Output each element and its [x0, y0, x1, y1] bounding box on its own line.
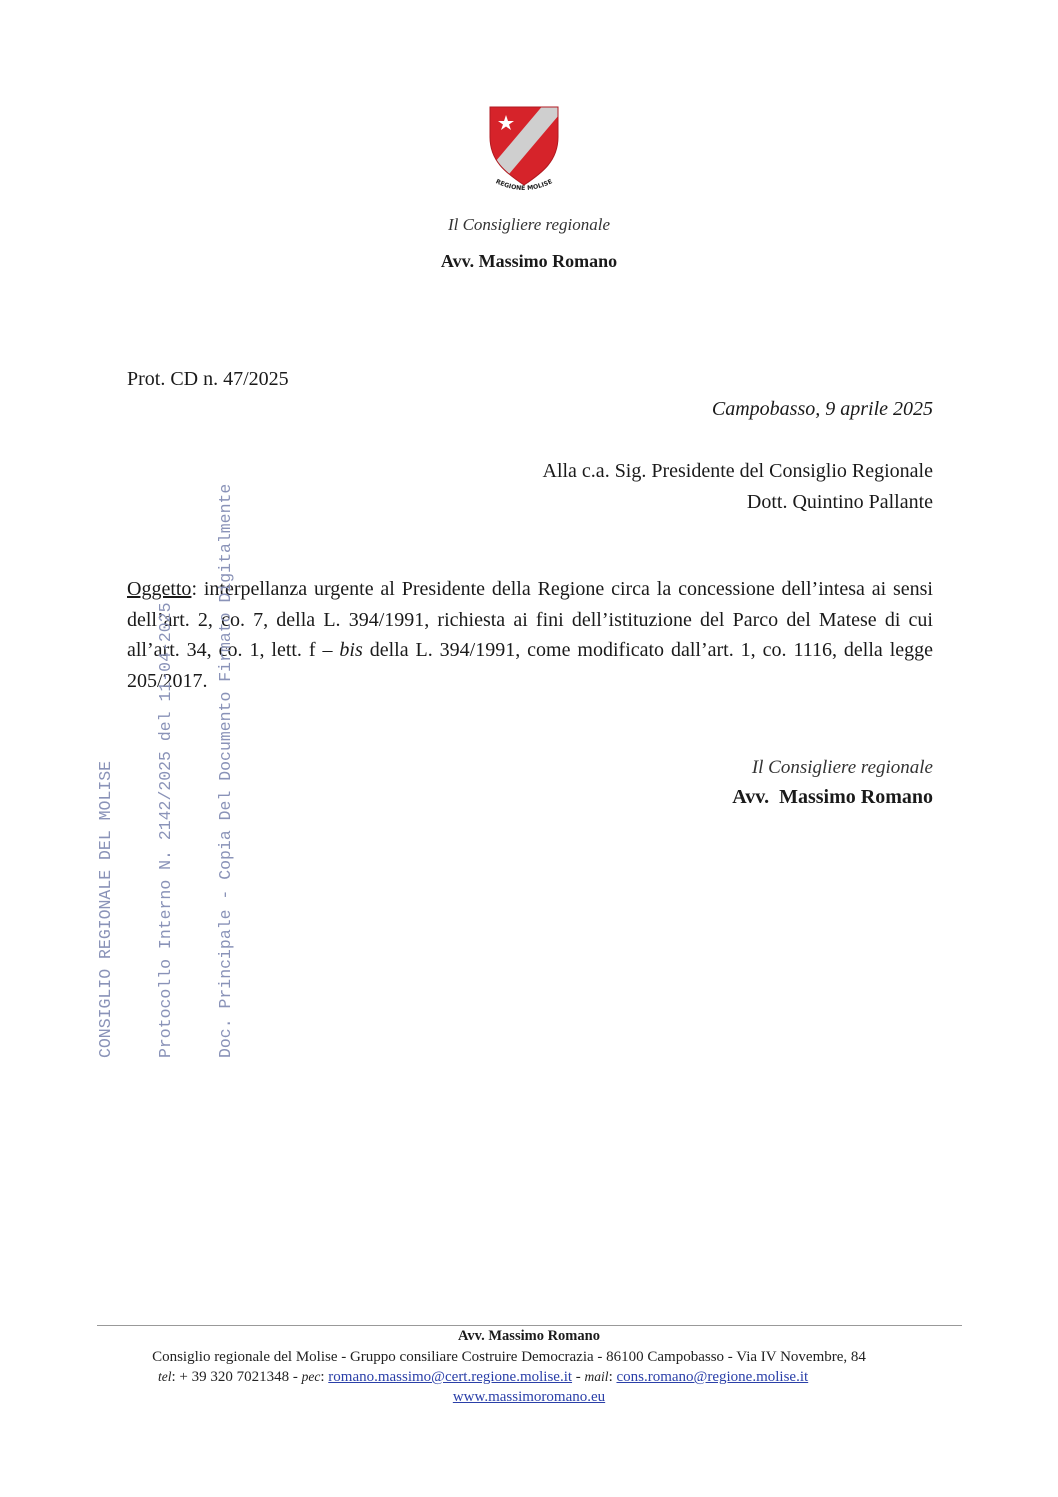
- footer-website: [0, 1389, 1058, 1406]
- logo-text: REGIONE MOLISE: [494, 178, 554, 193]
- pec-label: pec: [301, 1369, 321, 1384]
- stamp-line-3: Doc. Principale - Copia Del Documento Firmato Digitalmente: [216, 483, 235, 1058]
- footer-contacts: [158, 1369, 808, 1386]
- footer-name: Avv. Massimo Romano: [458, 1328, 600, 1344]
- footer-divider: [97, 1325, 962, 1326]
- pec-separator: :: [320, 1369, 329, 1385]
- mail-separator: -: [572, 1369, 585, 1385]
- header-name: Avv. Massimo Romano: [440, 251, 618, 271]
- coat-of-arms-icon: [484, 103, 564, 195]
- protocol-number: Prot. CD n. 47/2025: [127, 368, 289, 390]
- website-link[interactable]: www.massimoromano.eu: [452, 1389, 606, 1405]
- regione-molise-logo: [484, 103, 564, 195]
- recipient-line-1: Alla c.a. Sig. Presidente del Consiglio Regionale: [542, 460, 933, 482]
- tel-label: tel: [158, 1369, 172, 1384]
- mail-label: mail: [584, 1369, 609, 1384]
- subject-text-a: : interpellanza urgente al Presidente della Regione circa la concessione dell’intesa ai sensi dell’art. 2, co. 7, della L. 394/1991, richiesta ai fini dell’istituzione del Parco del Matese di cui all’art. 34, co. 1, lett. f –: [127, 578, 933, 661]
- mail-email-link[interactable]: cons.romano@regione.molise.it: [616, 1369, 809, 1385]
- signature-role: Il Consigliere regionale: [751, 757, 933, 778]
- pec-email-link[interactable]: romano.massimo@cert.regione.molise.it: [328, 1369, 573, 1385]
- footer-address: Consiglio regionale del Molise - Gruppo consiliare Costruire Democrazia - 86100 Campobasso - Via IV Novembre, 84: [152, 1349, 866, 1365]
- header-role: Il Consigliere regionale: [447, 215, 611, 234]
- protocol-stamp: [56, 484, 256, 1058]
- recipient-line-2: Dott. Quintino Pallante: [746, 491, 933, 513]
- signature-name: Avv. Massimo Romano: [732, 786, 933, 808]
- tel-number: : + 39 320 7021348 -: [171, 1369, 302, 1385]
- mail-colon: :: [608, 1369, 617, 1385]
- stamp-line-2: Protocollo Interno N. 2142/2025 del 11-04-2025: [156, 602, 175, 1058]
- subject-label: Oggetto: [127, 578, 192, 600]
- recipient-block: [543, 456, 934, 518]
- stamp-line-1: CONSIGLIO REGIONALE DEL MOLISE: [96, 760, 115, 1058]
- subject-italic: bis: [339, 639, 363, 661]
- letter-date: Campobasso, 9 aprile 2025: [711, 398, 933, 420]
- subject-text-b: della L. 394/1991, come modificato dall’art. 1, co. 1116, della legge 205/2017.: [127, 639, 934, 692]
